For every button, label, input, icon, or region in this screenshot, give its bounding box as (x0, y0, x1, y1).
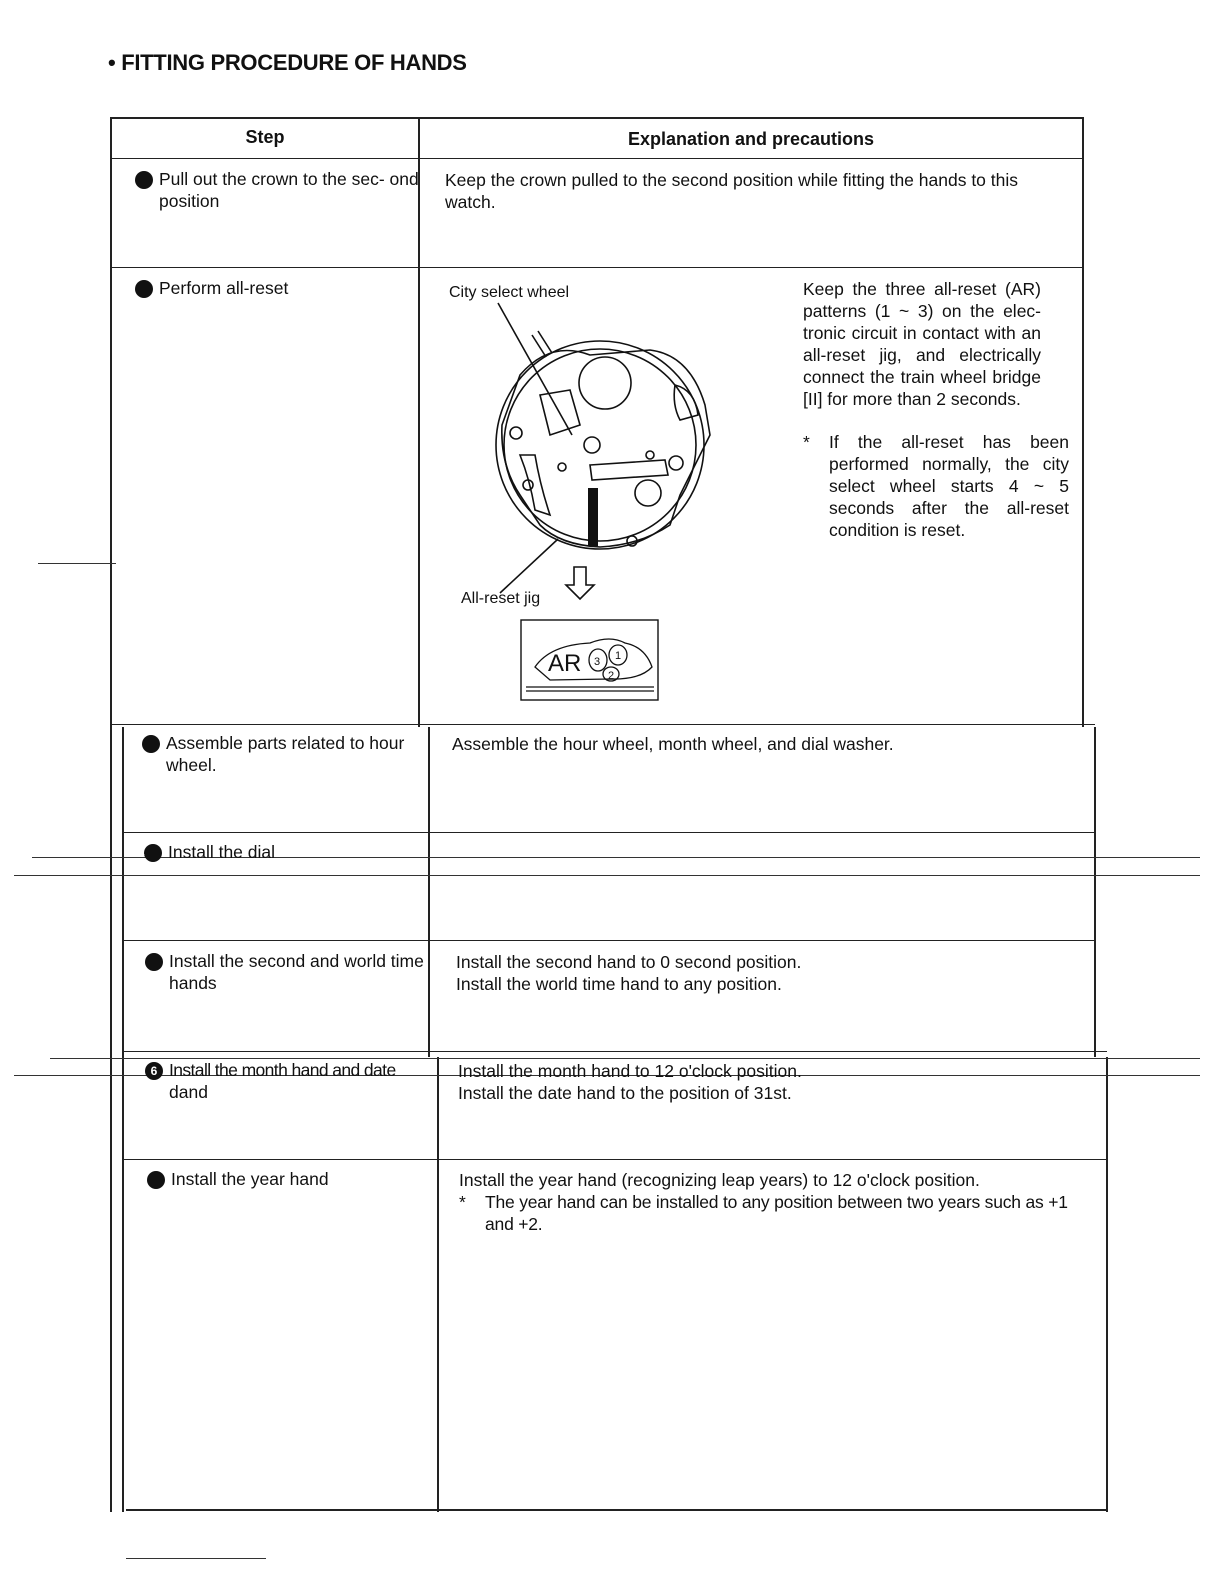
figure-label-city-select-wheel: City select wheel (449, 284, 570, 301)
step-5-explanation: Install the second hand to 0 second position. Install the world time hand to any position. (456, 952, 802, 994)
wheel (579, 357, 631, 409)
figure-label-all-reset-jig: All-reset jig (461, 590, 541, 607)
step-5-number: 5 (145, 953, 163, 971)
asterisk: * (459, 1192, 466, 1212)
step-7-number: 7 (147, 1171, 165, 1189)
jewel (584, 437, 600, 453)
crown-stem (532, 335, 546, 357)
pattern-number-3: 3 (594, 656, 601, 668)
scan-line (14, 875, 1200, 876)
page-title: • FITTING PROCEDURE OF HANDS (108, 50, 467, 75)
ar-label: AR (548, 650, 582, 677)
step-2-label: 2 Perform all-reset (128, 278, 289, 298)
bridge-part (590, 460, 668, 480)
movement-diagram (440, 295, 780, 715)
step-7-note: * The year hand can be installed to any position between two years such as +1 and +2. (459, 1192, 1068, 1234)
jewel (669, 456, 683, 470)
pattern-number-2: 2 (608, 670, 615, 682)
step-3-label: 3 Assemble parts related to hour wheel. (135, 733, 405, 775)
step-2-number: 2 (135, 280, 153, 298)
step-6-number: 6 (145, 1062, 163, 1080)
column-header-step: Step (245, 127, 285, 147)
step-4-label: 4 Install the dial (137, 842, 276, 862)
row-divider-3 (122, 832, 1095, 833)
bridge-part (520, 455, 550, 515)
step-6-explanation: Install the month hand to 12 o'clock position. Install the date hand to the position of 31st. (458, 1061, 802, 1103)
bridge-outline (502, 350, 710, 547)
column-divider-lower (428, 727, 430, 1057)
step-7-label: 7 Install the year hand (140, 1169, 329, 1189)
jewel (510, 427, 522, 439)
step-2-explanation: Keep the three all-reset (AR) patterns (1 ~ 3) on the elec- tronic circuit in contact with an all-reset jig, and electrically connect the train wheel bridge [II] for more than 2 seconds. (803, 279, 1041, 409)
asterisk: * (803, 432, 810, 452)
row-divider-6 (124, 1159, 1107, 1160)
table-border-bottom (126, 1509, 1108, 1511)
all-reset-jig (588, 488, 598, 546)
column-header-explanation: Explanation and precautions (627, 129, 875, 149)
jewel (558, 463, 566, 471)
step-1-label: 1 Pull out the crown to the sec- ond position (128, 169, 419, 211)
crown-stem (538, 331, 552, 353)
step-5-label: 5 Install the second and world time hands (138, 951, 424, 993)
step-2-note: * If the all-reset has been performed normally, the city select wheel starts 4 ~ 5 seconds after the all-reset condition is reset. (803, 432, 1069, 540)
step-1-number: 1 (135, 171, 153, 189)
step-3-number: 3 (142, 735, 160, 753)
step-4-number: 4 (144, 844, 162, 862)
step-6-label: 6 Install the month hand and date dand (145, 1059, 425, 1103)
table-border-right (1082, 117, 1084, 727)
jewel (646, 451, 654, 459)
row-divider-4 (122, 940, 1095, 941)
row-divider-1 (110, 267, 1083, 268)
step-1-explanation: Keep the crown pulled to the second position while fitting the hands to this watch. (445, 170, 1019, 212)
step-3-explanation: Assemble the hour wheel, month wheel, and dial washer. (452, 734, 894, 754)
down-arrow (566, 567, 594, 599)
scan-line (38, 563, 116, 564)
table-border-left-lower (122, 727, 124, 1512)
wheel (635, 480, 661, 506)
step-7-explanation: Install the year hand (recognizing leap years) to 12 o'clock position. (459, 1170, 980, 1190)
row-divider-5 (122, 1051, 1107, 1052)
table-border-left (110, 117, 112, 1512)
table-border-right-lower (1094, 727, 1096, 1057)
header-divider (110, 158, 1083, 159)
table-border-right-bottom (1106, 1057, 1108, 1512)
scan-line (126, 1558, 266, 1559)
pattern-number-1: 1 (615, 650, 622, 662)
leader-line (500, 539, 558, 593)
table-border-top (110, 117, 1083, 119)
column-divider-bottom (437, 1057, 439, 1512)
row-divider-2 (110, 724, 1095, 725)
